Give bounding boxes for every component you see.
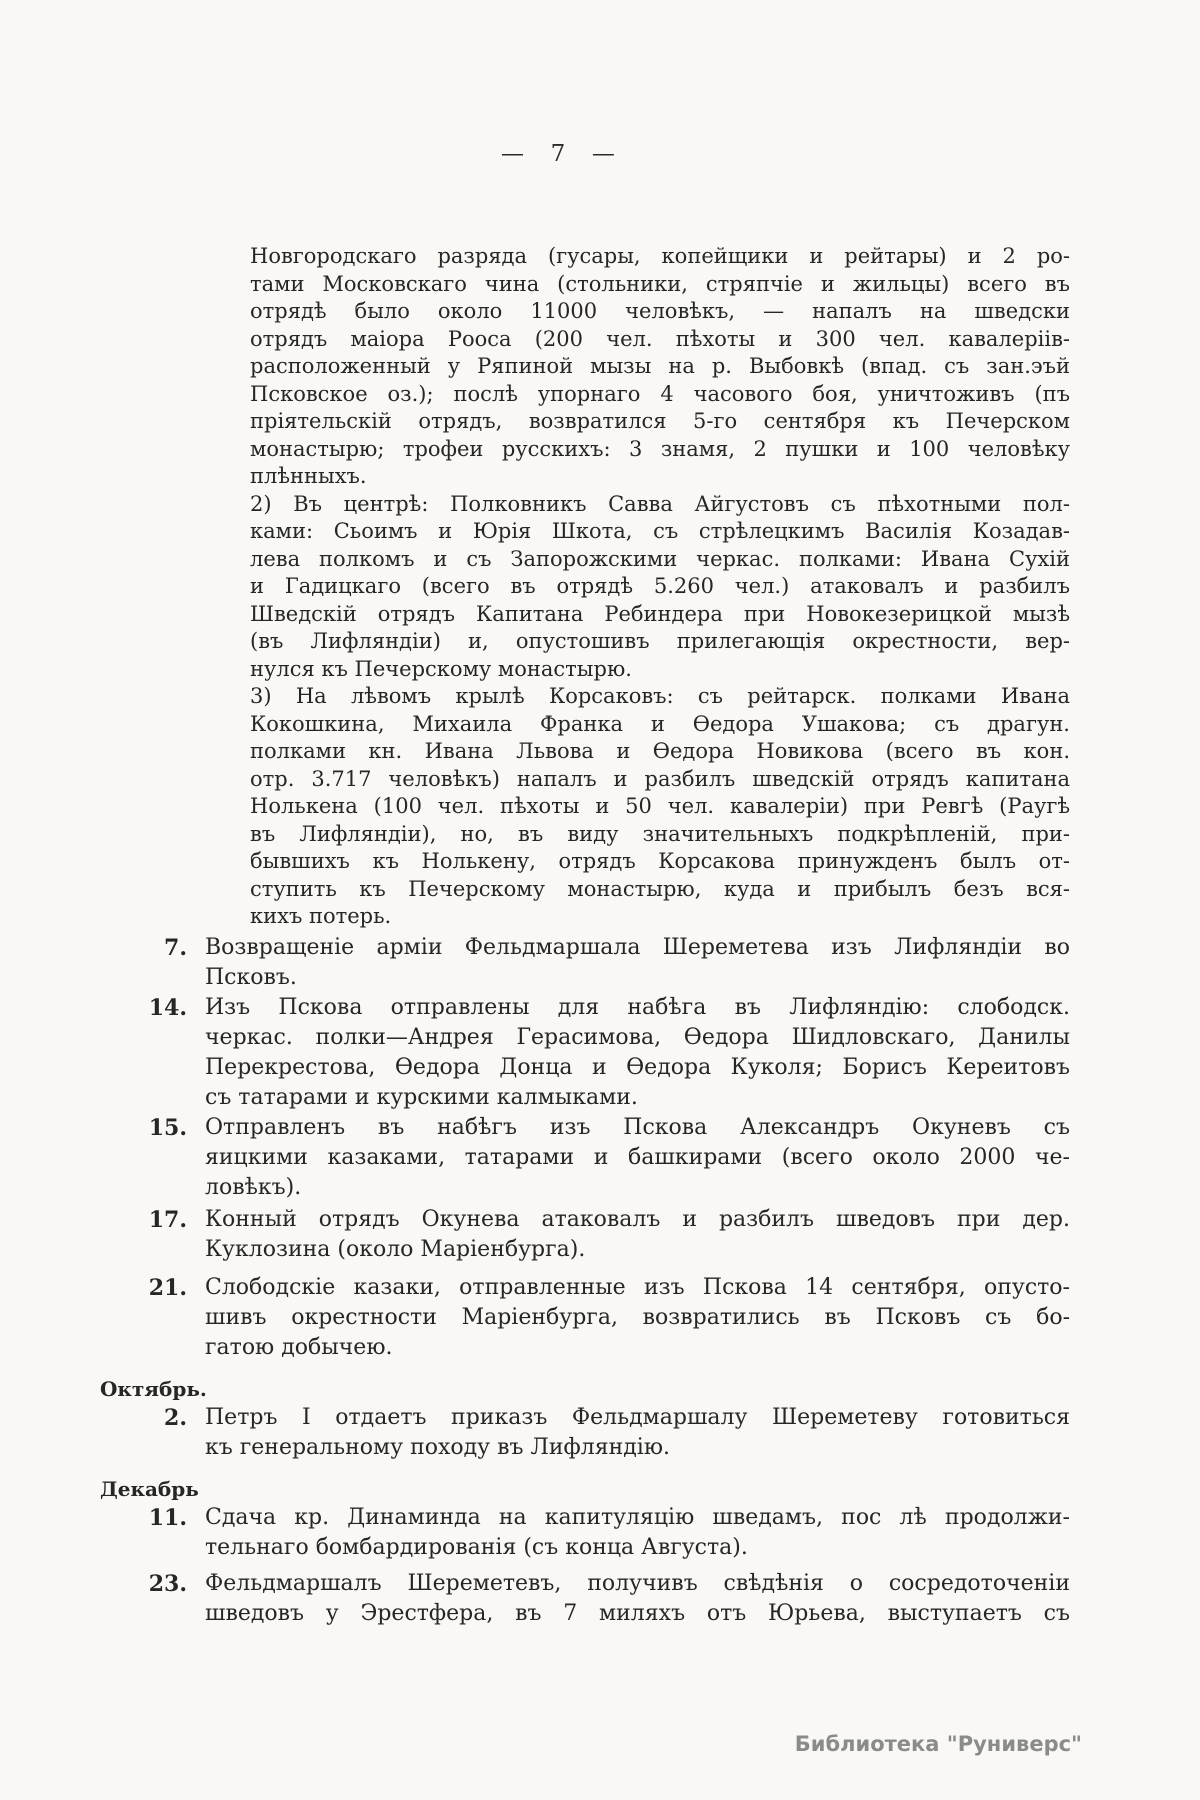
text-line: отрядѣ было около 11000 человѣкъ, — напалъ на шведски (250, 299, 1070, 323)
entry-number: 23. (148, 1570, 187, 1597)
text-line: монастырю; трофеи русскихъ: 3 знамя, 2 пушки и 100 человѣку (250, 436, 1070, 461)
text-line: (въ Лифляндіи) и, опустошивъ прилегающія окрестности, вер- (250, 629, 1070, 653)
month-header: Октябрь. (100, 1376, 207, 1401)
entry-block (148, 1569, 1070, 1629)
entry-block (148, 993, 1070, 1113)
text-line: Нолькена (100 чел. пѣхоты и 50 чел. кавалеріи) при Ревгѣ (Раугѣ (250, 794, 1070, 818)
entry-block (148, 1113, 1070, 1203)
text-line: съ татарами и курскими калмыками. (205, 1084, 638, 1110)
text-line: шивъ окрестности Маріенбурга, возвратились въ Псковъ съ бо- (205, 1304, 1070, 1330)
text-line: лева полкомъ и съ Запорожскими черкас. полками: Ивана Сухій (250, 546, 1070, 571)
text-line: Куклозина (около Маріенбурга). (205, 1236, 586, 1262)
text-line: Псковское оз.); послѣ упорнаго 4 часового боя, уничтоживъ (пъ (250, 381, 1070, 406)
paragraph-block (250, 491, 1070, 684)
text-line: Псковъ. (205, 964, 297, 990)
entry-block (164, 1403, 1070, 1463)
text-line: тами Московскаго чина (стольники, стряпчіе и жильцы) всего въ (250, 271, 1070, 296)
entry-number: 2. (164, 1404, 187, 1431)
text-line: Изъ Пскова отправлены для набѣга въ Лифляндію: слободск. (205, 994, 1070, 1020)
text-line: шведовъ у Эрестфера, въ 7 миляхъ отъ Юрьева, выступаетъ съ (205, 1600, 1070, 1626)
text-line: отрядъ маіора Рооса (200 чел. пѣхоты и 300 чел. кавалеріів- (250, 326, 1070, 351)
text-line: тельнаго бомбардированія (съ конца Августа). (205, 1534, 748, 1560)
entry-number: 21. (148, 1274, 187, 1301)
entry-number: 14. (148, 994, 187, 1021)
text-line: отр. 3.717 человѣкъ) напалъ и разбилъ шведскій отрядъ капитана (250, 766, 1070, 791)
text-line: и Гадицкаго (всего въ отрядѣ 5.260 чел.) атаковалъ и разбилъ (250, 574, 1070, 598)
entry-number: 17. (148, 1206, 187, 1233)
entry-block (148, 1273, 1070, 1363)
entry-number: 15. (148, 1114, 187, 1141)
text-line: нулся къ Печерскому монастырю. (250, 656, 632, 681)
text-line: Слободскіе казаки, отправленные изъ Пскова 14 сентября, опусто- (205, 1274, 1070, 1300)
text-line: ловѣкъ). (205, 1174, 302, 1200)
text-line: Новгородскаго разряда (гусары, копейщики и рейтары) и 2 ро- (250, 244, 1070, 268)
entry-block (148, 1205, 1070, 1265)
text-line: ступить къ Печерскому монастырю, куда и прибылъ безъ вся- (250, 876, 1070, 901)
text-line: яицкими казаками, татарами и башкирами (всего около 2000 че- (205, 1144, 1070, 1170)
text-line: Возвращеніе арміи Фельдмаршала Шереметева изъ Лифляндіи во (205, 934, 1070, 960)
entry-block (164, 933, 1070, 993)
text-line: Фельдмаршалъ Шереметевъ, получивъ свѣдѣнія о сосредоточеніи (205, 1570, 1070, 1596)
text-line: къ генеральному походу въ Лифляндію. (205, 1434, 670, 1460)
text-line: Отправленъ въ набѣгъ изъ Пскова Александръ Окуневъ съ (205, 1114, 1070, 1140)
month-header: Декабрь (100, 1476, 199, 1501)
text-line: полками кн. Ивана Львова и Ѳедора Новикова (всего въ кон. (250, 739, 1070, 763)
entry-number: 7. (164, 934, 187, 961)
text-line: Перекрестова, Ѳедора Донца и Ѳедора Куколя; Борисъ Кереитовъ (205, 1054, 1070, 1080)
text-line: Петръ I отдаетъ приказъ Фельдмаршалу Шереметеву готовиться (205, 1404, 1070, 1430)
text-line: въ Лифляндіи), но, въ виду значительныхъ подкрѣпленій, при- (250, 821, 1070, 846)
text-line: расположенный у Ряпиной мызы на р. Выбовкѣ (впад. съ зан.эъй (250, 354, 1070, 378)
text-line: ками: Сьоимъ и Юрія Шкота, съ стрѣлецкимъ Василія Козадав- (250, 519, 1070, 543)
paragraph-block (250, 243, 1070, 491)
text-content (0, 243, 1200, 1629)
text-line: Шведскій отрядъ Капитана Ребиндера при Новокезерицкой мызѣ (250, 601, 1070, 626)
text-line: плѣнныхъ. (250, 464, 367, 488)
text-line: 3) На лѣвомъ крылѣ Корсаковъ: съ рейтарск. полками Ивана (250, 684, 1070, 708)
paragraph-block (250, 683, 1070, 931)
text-line: бывшихъ къ Нолькену, отрядъ Корсакова принужденъ былъ от- (250, 849, 1070, 873)
text-line: черкас. полки—Андрея Герасимова, Ѳедора Шидловскаго, Данилы (205, 1024, 1070, 1050)
library-watermark: Библиотека "Руниверс" (794, 1732, 1082, 1756)
entry-block (148, 1503, 1070, 1563)
entry-number: 11. (148, 1504, 187, 1531)
text-line: гатою добычею. (205, 1334, 393, 1360)
text-line: Сдача кр. Динаминда на капитуляцію шведамъ, пос лѣ продолжи- (205, 1504, 1070, 1530)
text-line: пріятельскій отрядъ, возвратился 5-го сентября къ Печерском (250, 409, 1070, 433)
text-line: Конный отрядъ Окунева атаковалъ и разбилъ шведовъ при дер. (205, 1206, 1070, 1232)
text-line: Кокошкина, Михаила Франка и Ѳедора Ушакова; съ драгун. (250, 711, 1070, 736)
text-line: 2) Въ центрѣ: Полковникъ Савва Айгустовъ съ пѣхотными пол- (250, 491, 1070, 516)
page-number: — 7 — (501, 141, 619, 167)
text-line: кихъ потерь. (250, 904, 392, 928)
